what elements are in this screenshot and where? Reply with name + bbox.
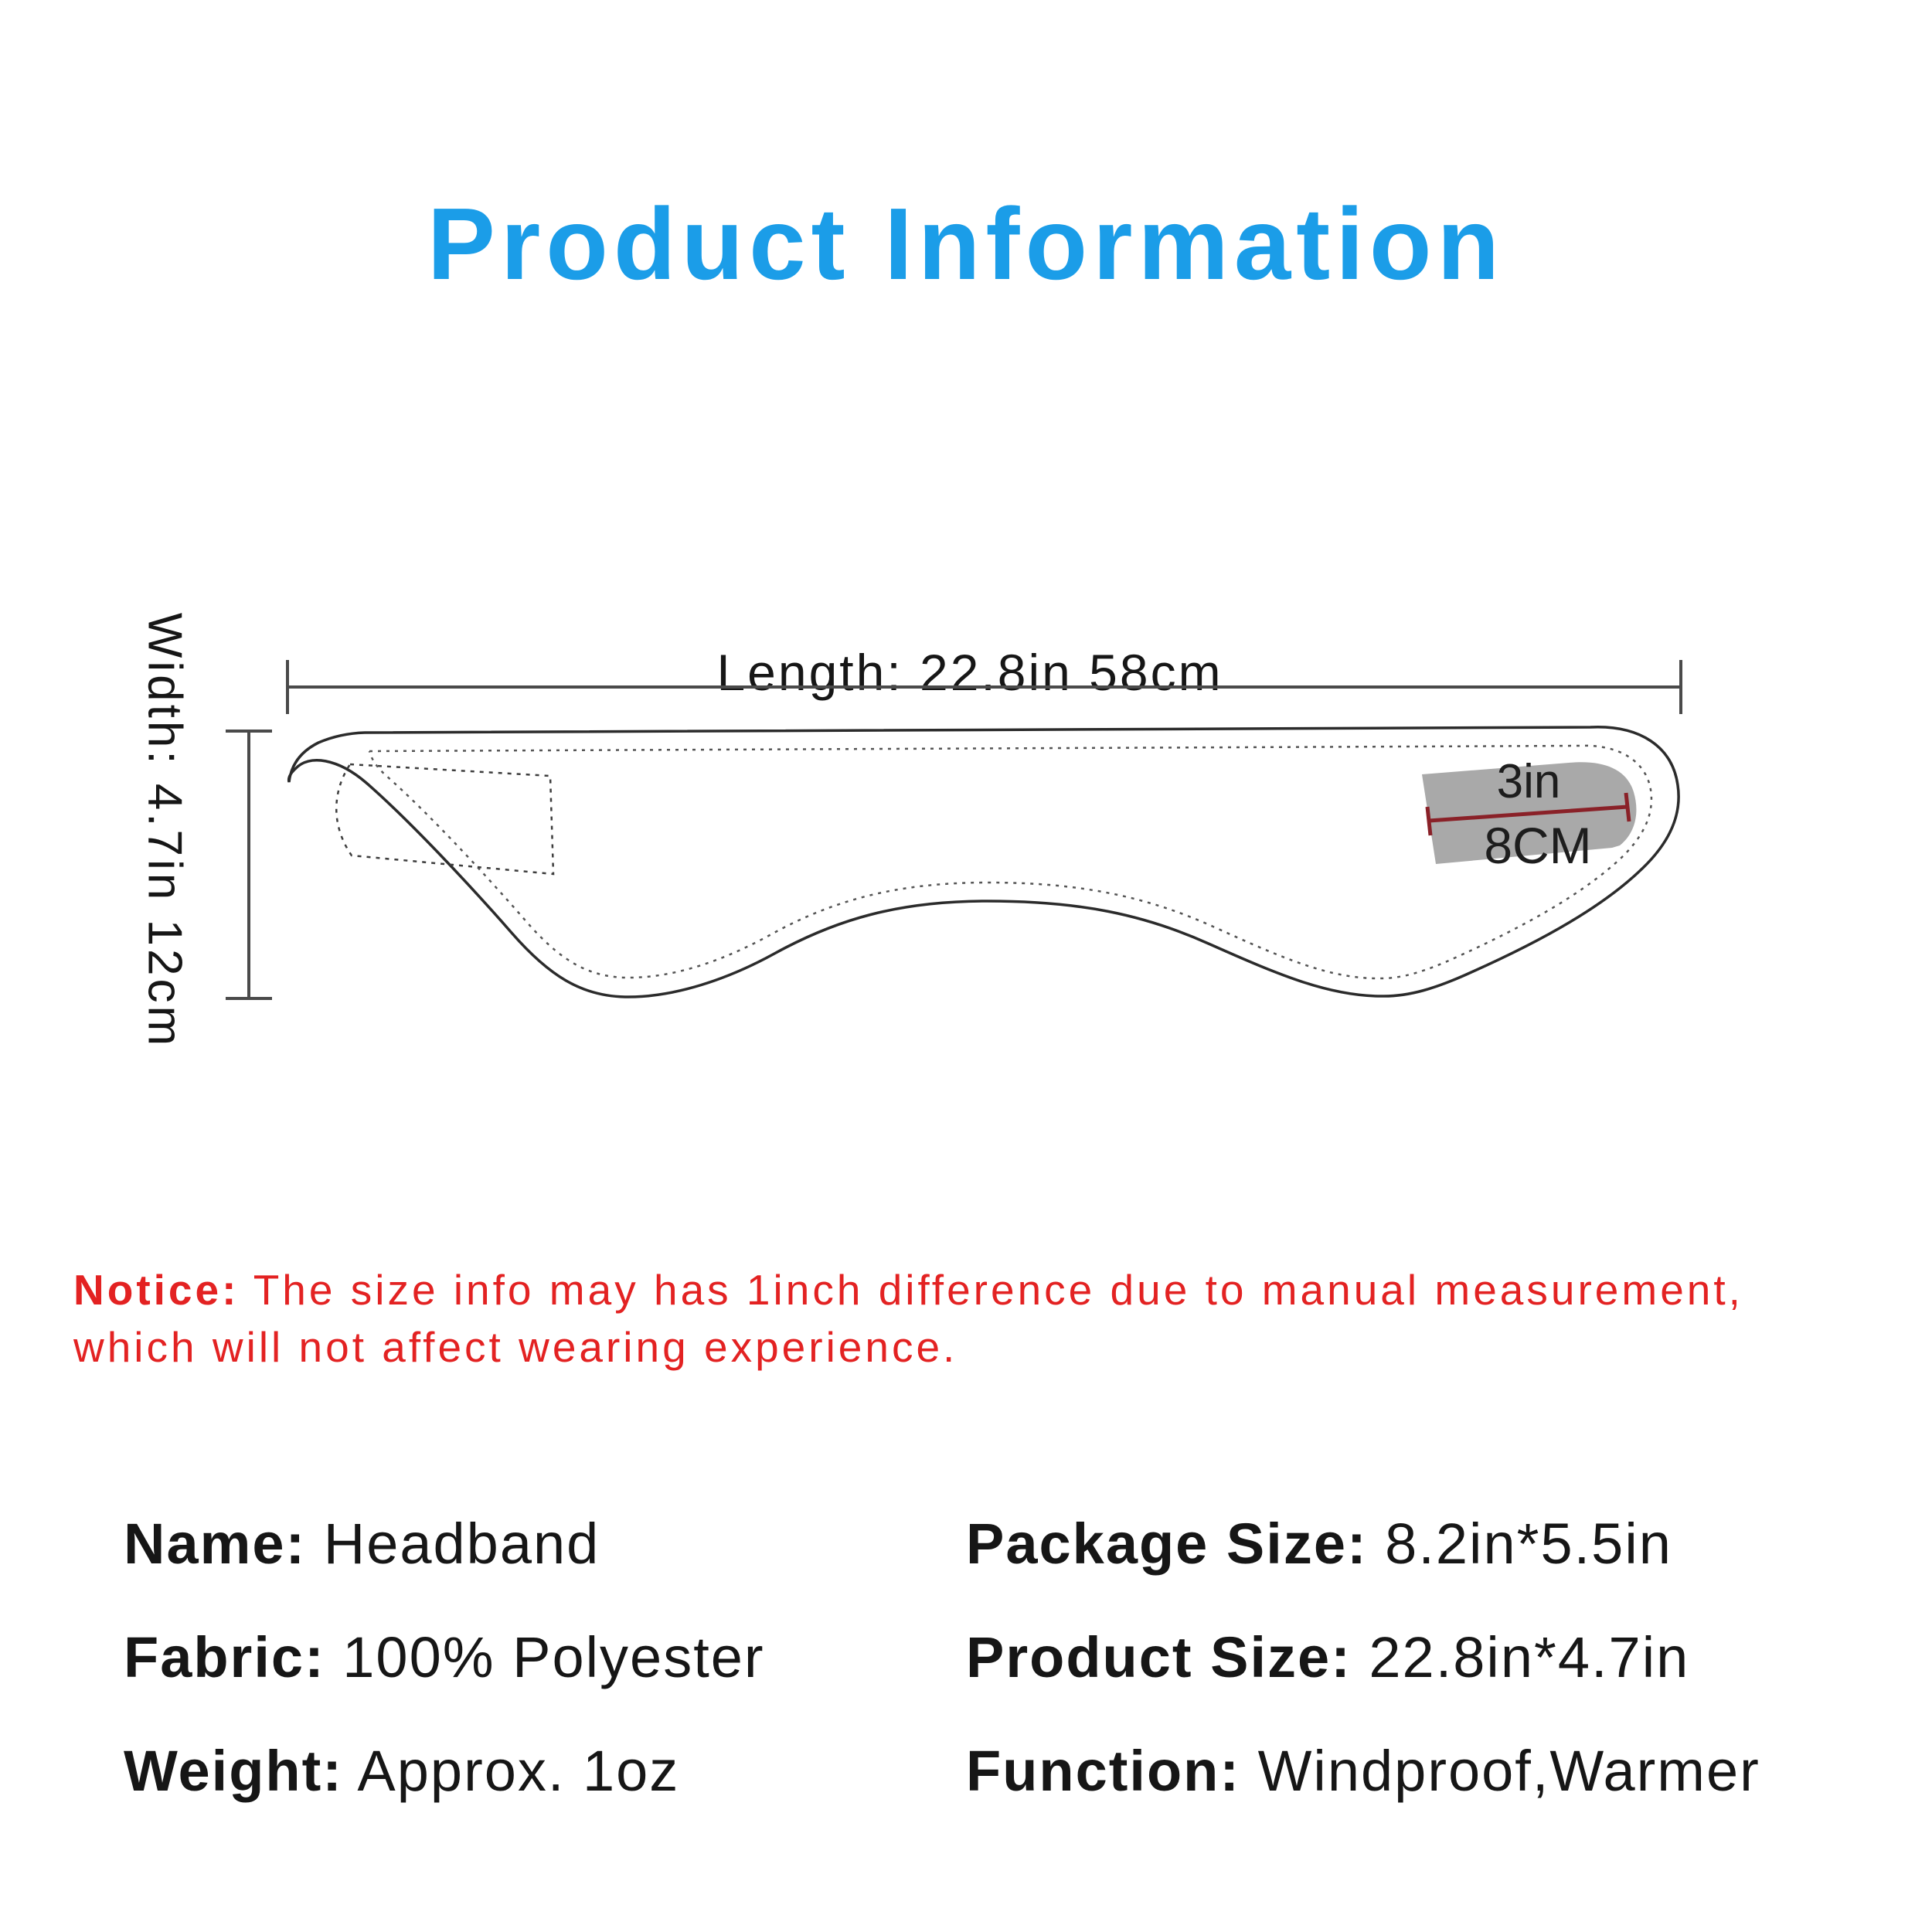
spec-product-size-label: Product Size: <box>966 1625 1352 1689</box>
notice-text <box>73 1261 1897 1376</box>
headband-outline <box>289 727 1679 997</box>
spec-package-size <box>966 1513 1672 1575</box>
spec-weight <box>124 1740 679 1802</box>
spec-fabric <box>124 1627 765 1689</box>
spec-package-size-value: 8.2in*5.5in <box>1367 1512 1672 1576</box>
notice-line2: which will not affect wearing experience. <box>73 1323 958 1371</box>
length-measure-line <box>287 660 1681 714</box>
spec-product-size <box>966 1627 1689 1689</box>
spec-fabric-value: 100% Polyester <box>325 1625 765 1689</box>
spec-product-size-value: 22.8in*4.7in <box>1351 1625 1690 1689</box>
spec-function-label: Function: <box>966 1739 1241 1803</box>
spec-weight-label: Weight: <box>124 1739 343 1803</box>
page-title: Product Information <box>427 187 1505 301</box>
spec-function <box>966 1740 1760 1802</box>
spec-package-size-label: Package Size: <box>966 1512 1368 1576</box>
length-dimension-label: Length: 22.8in 58cm <box>716 644 1223 701</box>
width-measure-line <box>226 731 272 998</box>
width-dimension-label: Width: 4.7in 12cm <box>138 612 192 1049</box>
spec-name-label: Name: <box>124 1512 307 1576</box>
spec-function-value: Windproof,Warmer <box>1240 1739 1760 1803</box>
patch-label-8cm: 8CM <box>1484 817 1592 874</box>
patch-label-3in: 3in <box>1496 755 1561 808</box>
velcro-patch-outline <box>336 764 553 874</box>
spec-name <box>124 1513 600 1575</box>
spec-weight-value: Approx. 1oz <box>342 1739 680 1803</box>
spec-name-value: Headband <box>306 1512 600 1576</box>
notice-label: Notice: <box>73 1266 240 1314</box>
spec-fabric-label: Fabric: <box>124 1625 325 1689</box>
notice-line1: Notice: The size info may has 1inch difference due to manual measurement, <box>73 1266 1743 1314</box>
